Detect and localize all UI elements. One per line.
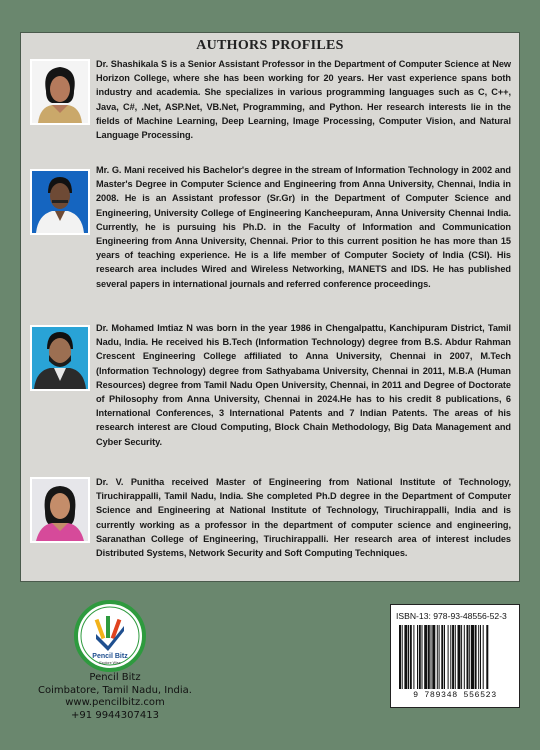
- author-bio: Dr. Shashikala S is a Senior Assistant Professor in the Department of Computer Science at New Horizon College, where she has been working for 20 years. Her vast experience spans both industry and academia. She specializes in various programming languages such as C, C++, Java, C#, .Net, ASP.Net, VB.Net, Programming, and Python. Her research interests lie in the fields of Machine Learning, Deep Learning, Image Processing, Computer Vision, and Natural Language Processing.: [96, 59, 511, 141]
- panel-title: AUTHORS PROFILES: [196, 38, 344, 53]
- barcode-bar: [478, 625, 479, 689]
- publisher-name: Pencil Bitz: [89, 672, 141, 683]
- barcode-bar: [422, 625, 423, 689]
- logo-text: Pencil Bitz: [92, 653, 128, 660]
- isbn-digits: 9 789348 556523: [413, 691, 497, 700]
- isbn-label: ISBN-13: 978-93-48556-52-3: [396, 611, 507, 621]
- publisher-logo: [74, 600, 146, 672]
- barcode-bar: [450, 625, 451, 689]
- barcode-bar: [455, 625, 456, 689]
- publisher-info: [0, 672, 230, 722]
- author-bio: Dr. Mohamed Imtiaz N was born in the year 1986 in Chengalpattu, Kanchipuram District, Tamil Nadu, India. He received his B.Tech (Information Technology) degree from B.S. Abdur Rahman Crescent Engineering College affiliated to Anna University, Chennai in 2007, M.Tech (Information Technology) degree from Sathyabama University, Chennai in 2011, M.B.A (Human Resources) degree from Tamil Nadu Open University, Chennai, in 2011 and Degree of Doctorate of Philosophy from Anna University, Chennai in 2024.He has to his credit 8 publications, 6 International Conferences, 3 International Patents and 7 Indian Patents. The areas of his research interest are Cloud Computing, Block Chain Methodology, Big Data Management and Cyber Security.: [96, 323, 511, 447]
- barcode-bar: [483, 625, 484, 689]
- barcode-bar: [424, 625, 427, 689]
- barcode-bar: [469, 625, 470, 689]
- barcode-bar: [419, 625, 421, 689]
- barcode-bar: [448, 625, 449, 689]
- barcode-bar: [441, 625, 443, 689]
- isbn-barcode-box: [390, 604, 520, 708]
- barcode-bar: [432, 625, 435, 689]
- barcode-bar: [413, 625, 414, 689]
- author-photo: [30, 477, 90, 543]
- author-bio: Dr. V. Punitha received Master of Engineering from National Institute of Technology, Tiruchirappalli, Tamil Nadu, India. She completed Ph.D degree in the Department of Computer Science and Engineering at National Institute of Technology, Tiruchirappalli, India and is currently working as a professor in the department of computer science and engineering, Saranathan College of Engineering, Tiruchirappalli. Her research area of interest includes Distributed Systems, Network Security and Soft Computing Techniques.: [96, 477, 511, 559]
- barcode-bar: [399, 625, 401, 689]
- barcode-bar: [417, 625, 418, 689]
- barcode-bar: [464, 625, 465, 689]
- barcode-bar: [437, 625, 438, 689]
- author-photo: [30, 325, 90, 391]
- barcode-bar: [461, 625, 462, 689]
- barcode-bar: [439, 625, 440, 689]
- author-photo: [30, 169, 90, 235]
- barcode-bar: [475, 625, 477, 689]
- barcode-bar: [402, 625, 403, 689]
- logo-subtext: Explore Wise: [99, 661, 121, 665]
- barcode-bar: [431, 625, 432, 689]
- authors-profiles-panel: [20, 32, 520, 582]
- publisher-phone: +91 9944307413: [71, 709, 159, 721]
- barcode-bar: [471, 625, 474, 689]
- barcode-bar: [486, 625, 488, 689]
- author-profile: [30, 57, 511, 177]
- author-bio: Mr. G. Mani received his Bachelor's degree in the stream of Information Technology in 2002 and Master's Degree in Computer Science and Engineering from Anna University, Chennai, India in 2008. He is an Assistant professor (Sr.Gr) in the Department of Computer Science and Engineering, University College of Engineering Kancheepuram, Anna University Chennai India. Currently, he is pursuing his Ph.D. in the Faculty of Information and Communication Engineering from Anna University, Chennai. Prior to this current position he has more than 15 years of teaching experience. He is a life member of Computer Society of India (CSI). His research area includes Wired and Wireless Networking, MANETS and IDS. He has published several papers in international journals and referred conference proceedings.: [96, 165, 511, 289]
- barcode-bar: [428, 625, 430, 689]
- barcode-bar: [452, 625, 454, 689]
- publisher-website[interactable]: www.pencilbitz.com: [65, 697, 165, 708]
- barcode-bar: [404, 625, 407, 689]
- author-photo: [30, 59, 90, 125]
- barcode-bar: [410, 625, 412, 689]
- author-profile: [30, 321, 511, 461]
- barcode-bar: [480, 625, 481, 689]
- barcode: [399, 625, 513, 689]
- barcode-bar: [444, 625, 445, 689]
- author-profile: [30, 163, 511, 323]
- barcode-bar: [458, 625, 461, 689]
- author-profile: [30, 475, 511, 575]
- publisher-address: Coimbatore, Tamil Nadu, India.: [38, 684, 192, 696]
- barcode-bar: [408, 625, 409, 689]
- barcode-bar: [467, 625, 469, 689]
